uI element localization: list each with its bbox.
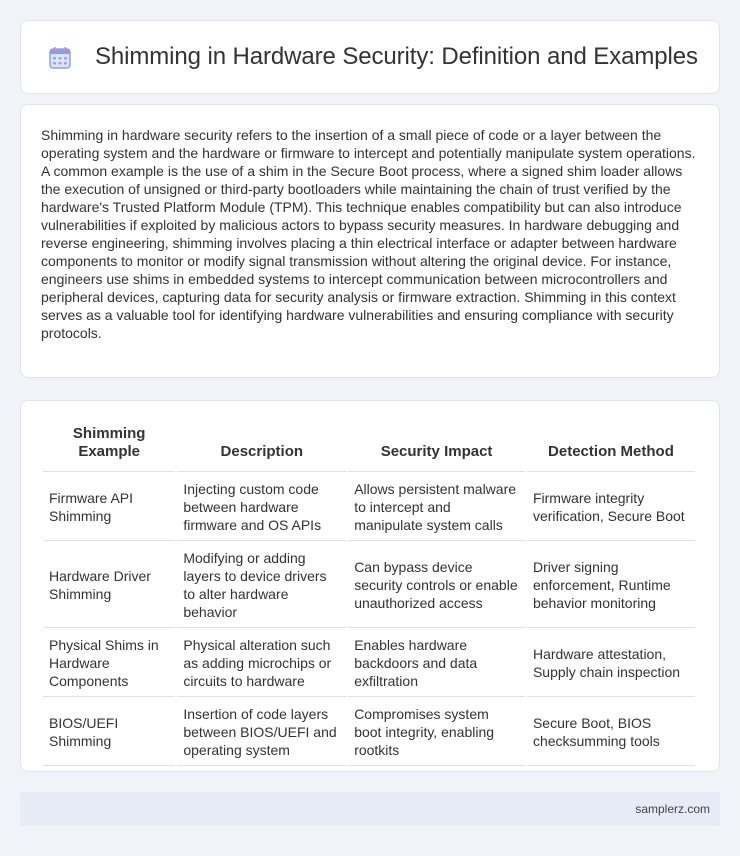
- table-cell: Modifying or adding layers to device drivers to alter hardware behavior: [177, 541, 346, 628]
- table-cell: Insertion of code layers between BIOS/UEFI and operating system: [177, 697, 346, 766]
- table-cell: Enables hardware backdoors and data exfiltration: [348, 628, 525, 697]
- table-cell: Injecting custom code between hardware firmware and OS APIs: [177, 472, 346, 541]
- table-row: [43, 697, 695, 766]
- table-cell: Can bypass device security controls or enable unauthorized access: [348, 541, 525, 628]
- page-title: Shimming in Hardware Security: Definition and Examples: [95, 43, 698, 70]
- table-row: [43, 472, 695, 541]
- table-cell: Physical Shims in Hardware Components: [43, 628, 175, 697]
- table-cell: Hardware attestation, Supply chain inspection: [527, 628, 695, 697]
- table-cell: Driver signing enforcement, Runtime behavior monitoring: [527, 541, 695, 628]
- table-cell: Physical alteration such as adding microchips or circuits to hardware: [177, 628, 346, 697]
- intro-card: [20, 104, 720, 378]
- table-cell: Firmware integrity verification, Secure Boot: [527, 472, 695, 541]
- intro-paragraph: Shimming in hardware security refers to the insertion of a small piece of code or a layer between the operating system and the hardware or firmware to intercept and potentially manipulate system operations. A common example is the use of a shim in the Secure Boot process, where a signed shim loader allows the execution of unsigned or third-party bootloaders while maintaining the chain of trust verified by the hardware's Trusted Platform Module (TPM). This technique enables compatibility but can also introduce vulnerabilities if exploited by malicious actors to bypass security measures. In hardware debugging and reverse engineering, shimming involves placing a thin electrical interface or adapter between hardware components to monitor or modify signal transmission without altering the original device. For instance, engineers use shims in embedded systems to intercept communication between microcontrollers and peripheral devices, capturing data for security analysis or firmware extraction. Shimming in this context serves as a valuable tool for identifying hardware vulnerabilities and ensuring compliance with security protocols.: [41, 127, 696, 341]
- column-header: Detection Method: [527, 421, 695, 472]
- header-card: [20, 20, 720, 94]
- calendar-icon: [48, 46, 72, 70]
- table-cell: BIOS/UEFI Shimming: [43, 697, 175, 766]
- table-header-row: [43, 421, 695, 472]
- table-card: [20, 400, 720, 772]
- footer: [20, 792, 720, 826]
- column-header: Security Impact: [348, 421, 525, 472]
- column-header: Shimming Example: [43, 421, 175, 472]
- table-cell: Secure Boot, BIOS checksumming tools: [527, 697, 695, 766]
- column-header: Description: [177, 421, 346, 472]
- table-cell: Allows persistent malware to intercept and manipulate system calls: [348, 472, 525, 541]
- table-cell: Hardware Driver Shimming: [43, 541, 175, 628]
- examples-table: [41, 421, 697, 766]
- table-cell: Firmware API Shimming: [43, 472, 175, 541]
- table-row: [43, 541, 695, 628]
- table-cell: Compromises system boot integrity, enabling rootkits: [348, 697, 525, 766]
- table-row: [43, 628, 695, 697]
- footer-site-link[interactable]: samplerz.com: [635, 802, 710, 816]
